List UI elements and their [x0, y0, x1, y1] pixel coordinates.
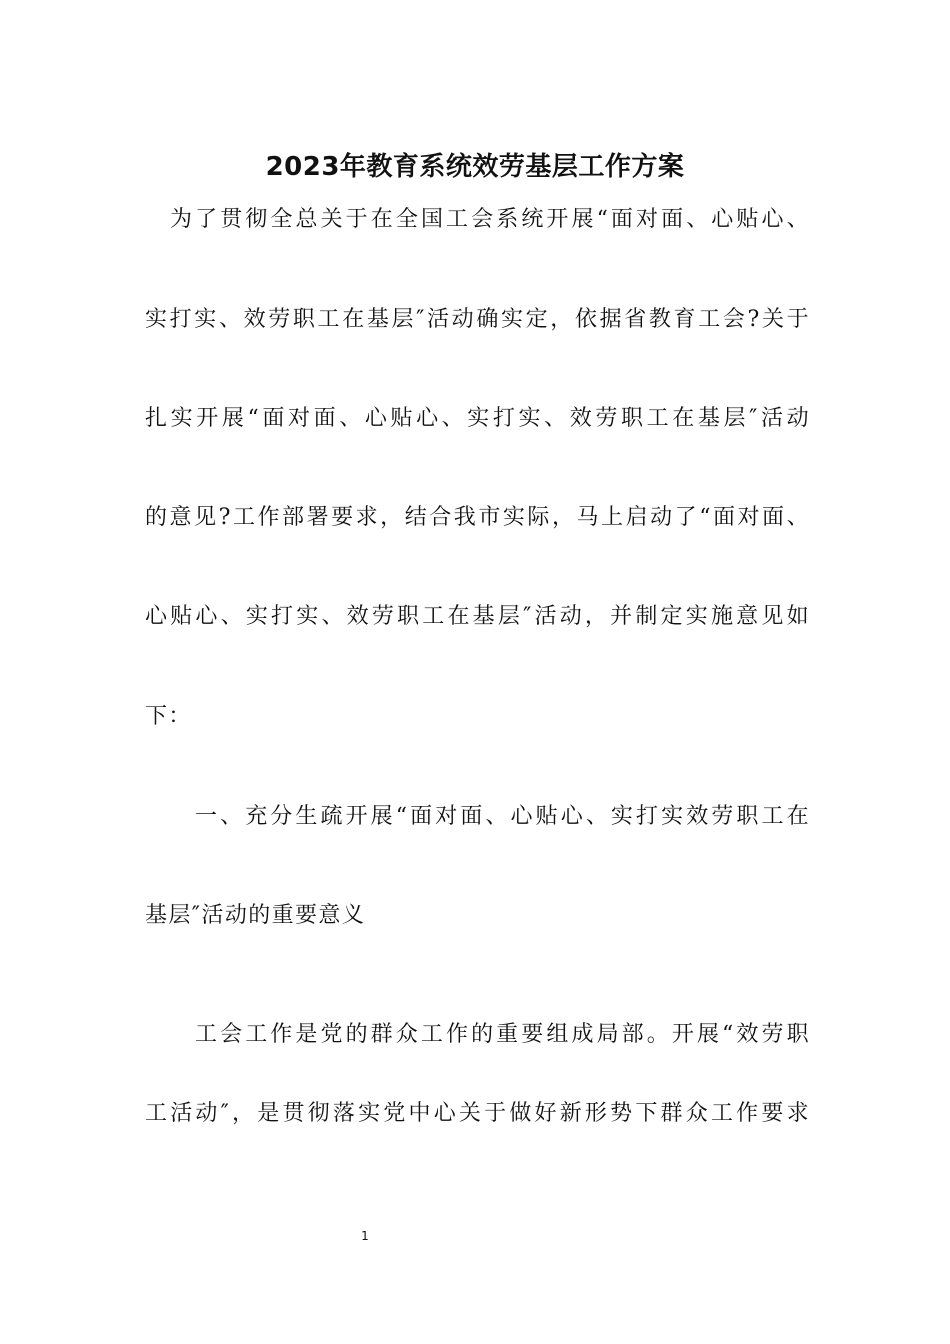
text-line-1: 为了贯彻全总关于在全国工会系统开展“面对面、心贴心、: [170, 207, 810, 232]
text-line-4: 的意见?工作部署要求，结合我市实际，马上启动了“面对面、: [145, 505, 810, 530]
text-line-10: 工活动″，是贯彻落实党中心关于做好新形势下群众工作要求: [145, 1101, 810, 1126]
page-number: 1: [361, 1229, 369, 1243]
text-line-3: 扎实开展“面对面、心贴心、实打实、效劳职工在基层″活动: [145, 406, 810, 431]
section-heading-line-2: 基层″活动的重要意义: [145, 903, 366, 928]
section-heading-line-1: 一、充分生疏开展“面对面、心贴心、实打实效劳职工在: [195, 804, 810, 829]
text-line-6: 下：: [145, 704, 192, 729]
text-line-2: 实打实、效劳职工在基层″活动确实定，依据省教育工会?关于: [145, 307, 810, 332]
text-line-5: 心贴心、实打实、效劳职工在基层″活动，并制定实施意见如: [145, 604, 810, 629]
document-title: 2023年教育系统效劳基层工作方案: [265, 152, 685, 183]
text-line-9: 工会工作是党的群众工作的重要组成局部。开展“效劳职: [195, 1022, 810, 1047]
